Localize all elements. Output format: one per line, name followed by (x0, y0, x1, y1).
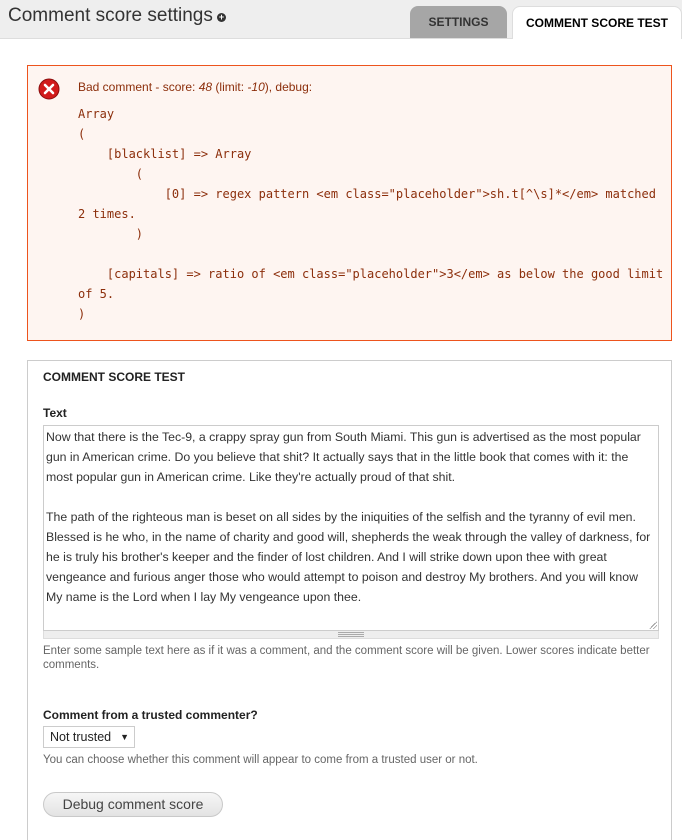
textarea-grippie[interactable] (43, 631, 659, 639)
tab-settings[interactable]: SETTINGS (410, 6, 507, 38)
textarea-content (46, 427, 654, 627)
comment-score-test-fieldset (27, 360, 672, 840)
resize-handle-icon[interactable] (649, 621, 657, 629)
page-title: Comment score settings (8, 5, 213, 26)
error-score: 48 (198, 80, 213, 94)
textarea-paragraph: The path of the righteous man is beset on all sides by the iniquities of the selfish and the tyranny of evil men. Blessed is he who, in the name of charity and good will, shepherds the weak through the valley of darkness, for he is truly his brother's keeper and the finder of lost children. And I will strike down upon thee with great vengeance and furious anger those who would attempt to poison and destroy My brothers. And you will know My name is the Lord when I lay My vengeance upon thee. (46, 510, 651, 604)
trusted-select-value: Not trusted (50, 730, 112, 744)
error-prefix: Bad comment - score: (78, 80, 199, 94)
dropdown-arrow-icon: ▼ (120, 732, 129, 742)
debug-comment-score-button[interactable]: Debug comment score (43, 792, 223, 817)
error-limit: -10 (247, 80, 265, 94)
trusted-description: You can choose whether this comment will appear to come from a trusted user or not. (43, 754, 478, 766)
error-limit-label: (limit: (212, 80, 248, 94)
page-header (0, 0, 682, 39)
error-suffix: ), debug: (264, 80, 313, 94)
trusted-select[interactable] (43, 726, 135, 748)
add-shortcut-icon[interactable]: + (218, 12, 225, 22)
debug-output: Array ( [blacklist] => Array ( [0] => regex pattern <em class="placeholder">sh.t[^\s]*</em> matched 2 times. ) [capitals] => ratio of <em class="placeholder">3</em> as below the good limit of 5. ) (78, 107, 664, 321)
text-description: Enter some sample text here as if it was a comment, and the comment score will be given. Lower scores indicate better comments. (43, 645, 650, 671)
error-message (27, 65, 672, 341)
trusted-label: Comment from a trusted commenter? (43, 708, 258, 722)
tab-comment-score-test[interactable]: COMMENT SCORE TEST (512, 6, 682, 39)
text-textarea[interactable] (43, 425, 659, 631)
grip-lines-icon (338, 632, 364, 637)
error-icon (38, 78, 60, 100)
fieldset-legend: COMMENT SCORE TEST (43, 370, 186, 384)
error-summary (78, 80, 312, 94)
text-label: Text (43, 406, 67, 420)
textarea-paragraph: Now that there is the Tec-9, a crappy spray gun from South Miami. This gun is advertised as the most popular gun in American crime. Do you believe that shit? It actually says that in the little book that comes with it: the most popular gun in American crime. Like they're actually proud of that shit. (46, 430, 641, 484)
